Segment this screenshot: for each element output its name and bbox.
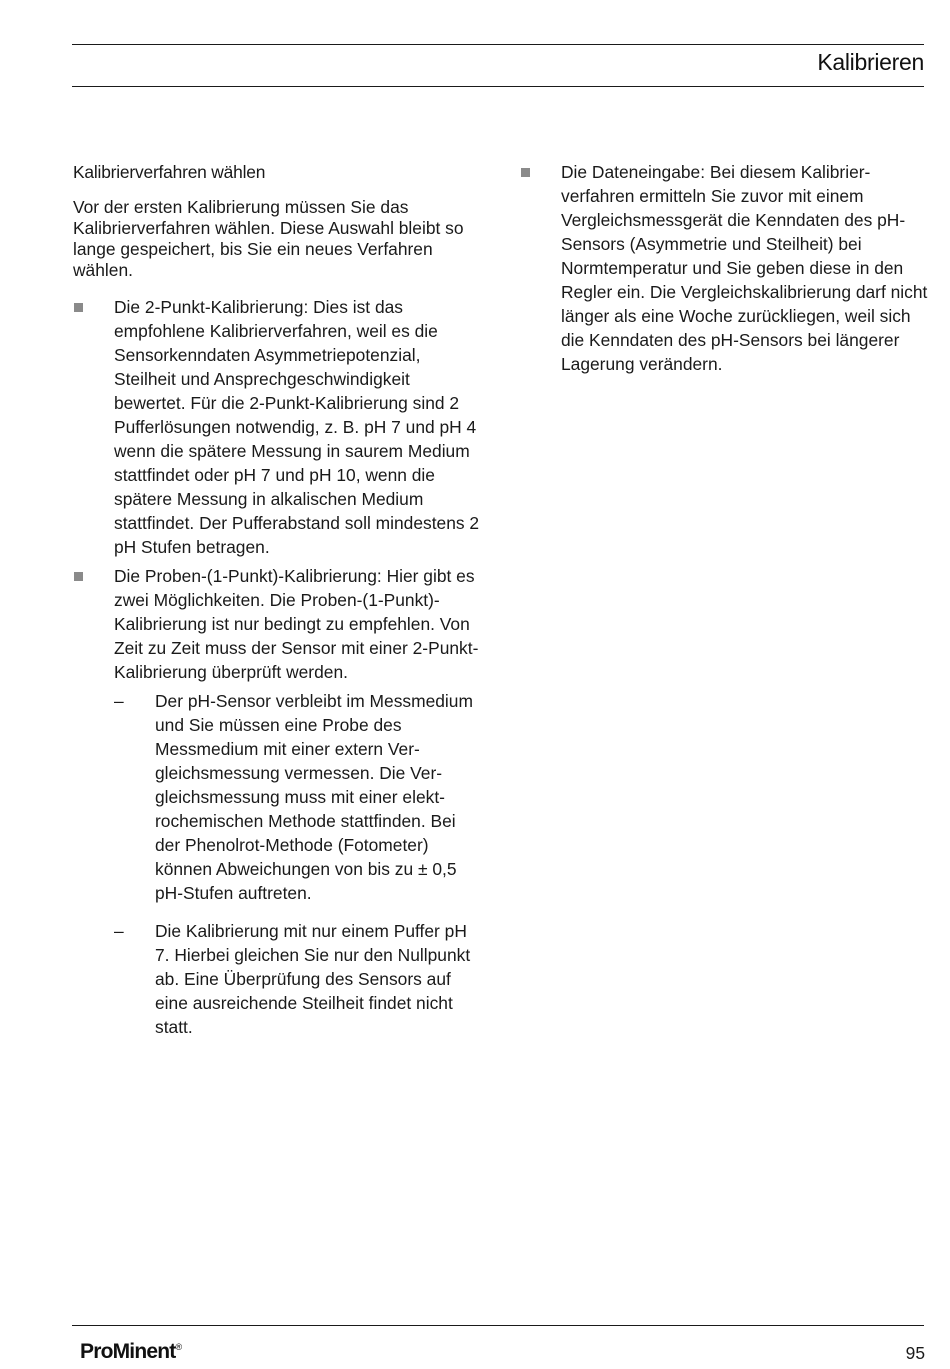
list-item-text: Die Dateneingabe: Bei diesem Kalibrierverfahren ermitteln Sie zuvor mit einem Vergleichsmessgerät die Kenndaten des pH-Sensors (Asymmetrie und Steilheit) bei Normtemperatur und Sie geben diese in den Regler ein. Die Vergleichskalibrierung darf nicht länger als eine Woche zurückliegen, weil sich die Kenndaten des pH-Sensors bei längerer Lagerung verändern. [561,162,928,374]
list-item [73,564,483,1039]
sub-list-item [73,919,483,1039]
left-column [73,160,483,1044]
square-bullet-icon [521,168,530,177]
list-item [520,160,930,376]
sub-list-item-text: Die Kalibrierung mit nur einem Puffer pH 7. Hierbei gleichen Sie nur den Nullpunkt ab. Eine Überprüfung des Sensors auf eine ausreichende Steilheit findet nicht statt. [155,921,471,1037]
page-number: 95 [905,1343,925,1363]
page-title: Kalibrieren [817,49,924,75]
header-top-rule [72,44,924,45]
square-bullet-icon [74,572,83,581]
dash-marker: – [114,691,124,711]
dash-marker: – [114,921,124,941]
list-item-text: Die Proben-(1-Punkt)-Kalibrierung: Hier gibt es zwei Möglichkeiten. Die Proben-(1-Punkt)-Kalibrierung ist nur bedingt zu empfehlen. Von Zeit zu Zeit muss der Sensor mit einer 2-Punkt-Kalibrierung überprüft werden. [114,566,479,682]
right-column [520,160,930,381]
intro-paragraph: Vor der ersten Kalibrierung müssen Sie das Kalibrierverfahren wählen. Diese Auswahl bleibt so lange gespeichert, bis Sie ein neues Verfahren wählen. [73,197,464,280]
list-item-text: Die 2-Punkt-Kalibrierung: Dies ist das empfohlene Kalibrierverfahren, weil es die Sensorkenndaten Asymmetriepotenzial, Steilheit und Ansprechgeschwindigkeit bewertet. Für die 2-Punkt-Kalibrierung sind 2 Pufferlösungen notwendig, z. B. pH 7 und pH 4 wenn die spätere Messung in saurem Medium stattfindet oder pH 7 und pH 10, wenn die spätere Messung in alkalischen Medium stattfindet. Der Pufferabstand soll mindestens 2 pH Stufen betragen. [114,297,480,557]
registered-mark: ® [175,1342,182,1352]
list-item [73,295,483,559]
section-heading: Kalibrierverfahren wählen [73,162,266,182]
prominent-logo [80,1340,181,1364]
sub-list-item [73,689,483,905]
logo-text: ProMinent [80,1340,176,1363]
square-bullet-icon [74,303,83,312]
header-bottom-rule [72,86,924,87]
footer-rule [72,1325,924,1326]
sub-list-item-text: Der pH-Sensor verbleibt im Messmedium und Sie müssen eine Probe des Messmedium mit einer extern Vergleichsmessung vermessen. Die Vergleichsmessung muss mit einer elektrochemischen Methode stattfinden. Bei der Phenolrot-Methode (Fotometer) können Abweichungen von bis zu ± 0,5 pH-Stufen auftreten. [155,691,473,903]
